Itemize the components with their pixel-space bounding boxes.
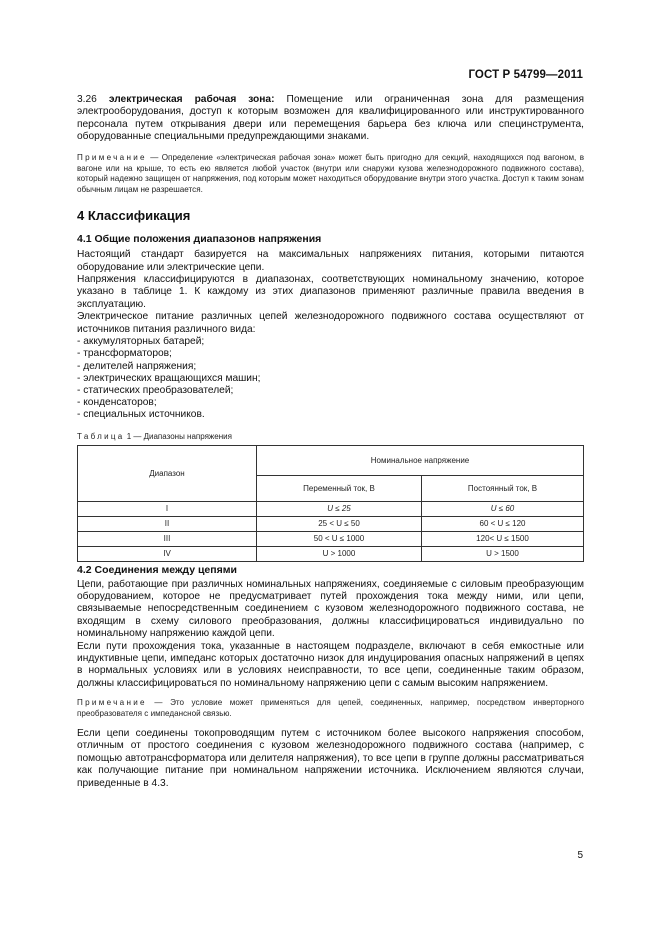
col-header-ac: Переменный ток, В	[257, 475, 422, 501]
cell-ac: U ≤ 25	[257, 501, 422, 516]
term: электрическая рабочая зона:	[108, 94, 275, 105]
paragraph: Напряжения классифицируются в диапазонах, соответствующих номинальному значению, которое указано в таблице 1. К каждому из этих диапазонов применяют различные правила введения в эксплуатацию.	[77, 274, 584, 310]
section-4-1-heading: 4.1 Общие положения диапазонов напряжения	[77, 233, 322, 246]
paragraph: Настоящий стандарт базируется на максимальных напряжениях питания, которыми питаются оборудование или электрические цепи.	[77, 249, 584, 273]
note-text: — Определение «электрическая рабочая зона» может быть пригодно для секций, находящихся под вагоном, в вагоне или на крыше, то есть ею является любой участок (внутри или снаружи кузова железнодорожного подвижного состава), который надежно защищен от напряжения, под которым может находиться оборудование внутри этого участка. Доступ к таким зонам обычным лицам не разрешается.	[77, 152, 584, 195]
table-caption-label: Таблица	[77, 431, 125, 441]
note-label: Примечание	[77, 698, 147, 708]
cell-dc: U > 1500	[422, 546, 584, 561]
note-3-26	[77, 153, 584, 197]
list-item: - электрических вращающихся машин;	[77, 372, 261, 384]
table-row	[78, 531, 584, 546]
source-list	[77, 336, 584, 421]
table-row	[78, 516, 584, 531]
voltage-range-table	[77, 445, 584, 562]
paragraph: Если цепи соединены токопроводящим путем с источником более высокого напряжения способом, отличным от простого соединения с кузовом железнодорожного подвижного состава (например, с помощью автотрансформатора или делителя напряжения), то все цепи в группе должны рассматриваться как получающие питание при номинальном напряжении источника. Исключением являются случаи, приведенные в 4.3.	[77, 727, 584, 789]
table-row	[78, 546, 584, 561]
cell-ac: U > 1000	[257, 546, 422, 561]
cell-range: IV	[78, 546, 257, 561]
cell-dc: U ≤ 60	[422, 501, 584, 516]
paragraph: Электрическое питание различных цепей железнодорожного подвижного состава осуществляют от источников питания различного вида:	[77, 311, 584, 335]
cell-range: III	[78, 531, 257, 546]
paragraph: Если пути прохождения тока, указанные в настоящем подразделе, включают в себя емкостные или индуктивные цепи, импеданс которых достаточно низок для индуцирования опасных напряжений в цепях в нормальных условиях или в условиях неисправности, то все цепи, соединенные таким образом, должны классифицироваться по номинальному напряжению цепи с самым высоким напряжением.	[77, 640, 584, 689]
cell-dc: 120< U ≤ 1500	[422, 531, 584, 546]
cell-ac: 50 < U ≤ 1000	[257, 531, 422, 546]
note-4-2	[77, 698, 584, 720]
clause-3-26	[77, 94, 584, 144]
section-4-2-heading: 4.2 Соединения между цепями	[77, 563, 237, 576]
table-caption-text: 1 — Диапазоны напряжения	[126, 431, 232, 441]
cell-range: II	[78, 516, 257, 531]
col-header-dc: Постоянный ток, В	[422, 475, 584, 501]
cell-dc: 60 < U ≤ 120	[422, 516, 584, 531]
list-item: - делителей напряжения;	[77, 360, 197, 372]
col-header-nominal: Номинальное напряжение	[257, 445, 584, 475]
col-header-range: Диапазон	[78, 445, 257, 501]
definition-text: Помещение или ограниченная зона для размещения электрооборудования, доступ к которым возможен для квалифицированного или инструктированного персонала путем открывания двери или перемещения барьера без ключа или специнструмента, оборудованные специальными предупреждающими знаками.	[77, 94, 585, 143]
list-item: - специальных источников.	[77, 409, 205, 421]
note-text: — Это условие может применяться для цепей, соединенных, например, посредством инверторного преобразователя с импедансной связью.	[77, 698, 584, 719]
list-item: - аккумуляторных батарей;	[77, 336, 205, 348]
note-label: Примечание	[77, 152, 147, 162]
paragraph: Цепи, работающие при различных номинальных напряжениях, соединяемые с силовым преобразующим оборудованием, которое не предусматривает путей прохождения тока между ними, или цепи, связываемые непосредственным соединением с кузовом железнодорожного подвижного состава, не входящим в схему силового преобразования, должны классифицироваться индивидуально по номинальному напряжению каждой цепи.	[77, 578, 584, 640]
section-4-heading: 4 Классификация	[77, 208, 191, 224]
page-number: 5	[577, 850, 583, 861]
cell-range: I	[78, 501, 257, 516]
page-content	[77, 94, 584, 790]
standard-header: ГОСТ Р 54799—2011	[468, 69, 583, 81]
list-item: - трансформаторов;	[77, 348, 172, 360]
table-row	[78, 501, 584, 516]
clause-number: 3.26	[77, 94, 97, 105]
cell-ac: 25 < U ≤ 50	[257, 516, 422, 531]
list-item: - конденсаторов;	[77, 397, 157, 409]
table-caption	[77, 432, 584, 441]
list-item: - статических преобразователей;	[77, 384, 234, 396]
